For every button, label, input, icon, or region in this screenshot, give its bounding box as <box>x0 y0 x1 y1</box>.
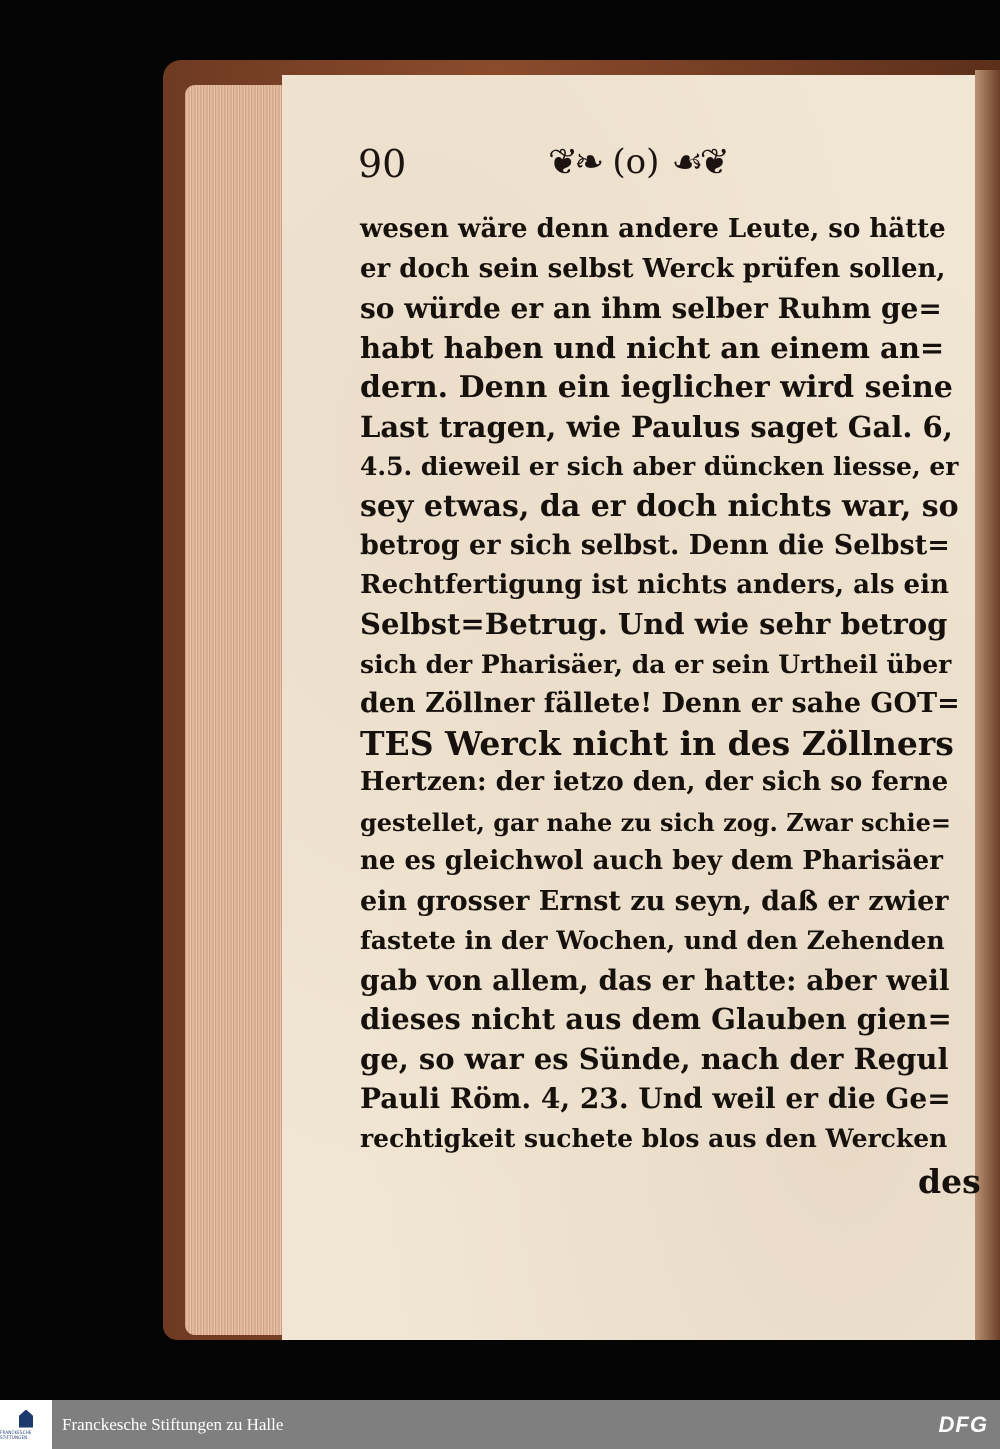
page-gutter <box>975 70 1000 1340</box>
text-line: er doch sein selbst Werck prüfen sollen, <box>360 253 946 284</box>
ornament-center: (o) <box>612 142 660 182</box>
text-line: ein grosser Ernst zu seyn, daß er zwier <box>360 885 949 917</box>
text-line: den Zöllner fällete! Denn er sahe GOT= <box>360 688 960 719</box>
page-edges <box>185 85 295 1335</box>
text-line: 4.5. dieweil er sich aber düncken liesse, er <box>360 452 959 481</box>
text-line: TES Werck nicht in des Zöllners <box>360 723 954 763</box>
text-line: dieses nicht aus dem Glauben gien= <box>360 1002 952 1036</box>
text-line: gestellet, gar nahe zu sich zog. Zwar schie= <box>360 807 952 837</box>
text-line: Last tragen, wie Paulus saget Gal. 6, <box>360 409 953 444</box>
text-line: Selbst=Betrug. Und wie sehr betrog <box>360 607 948 641</box>
institution-logo[interactable] <box>0 1400 52 1449</box>
text-line: Rechtfertigung ist nichts anders, als ein <box>360 569 949 600</box>
footer-bar <box>0 1400 1000 1449</box>
text-line: Hertzen: der ietzo den, der sich so ferne <box>360 767 949 797</box>
text-line: gab von allem, das er hatte: aber weil <box>360 963 950 997</box>
text-line: dern. Denn ein ieglicher wird seine <box>360 370 953 405</box>
header-ornament <box>548 140 726 184</box>
dfg-logo[interactable]: DFG <box>938 1411 988 1437</box>
text-line: ge, so war es Sünde, nach der Regul <box>360 1041 949 1076</box>
right-flourish-icon: ☙❦ <box>671 141 726 183</box>
text-line: betrog er sich selbst. Denn die Selbst= <box>360 530 950 561</box>
text-line: Pauli Röm. 4, 23. Und weil er die Ge= <box>360 1082 951 1115</box>
text-line: sey etwas, da er doch nichts war, so <box>360 488 959 524</box>
text-line: so würde er an ihm selber Ruhm ge= <box>360 292 942 325</box>
building-icon <box>19 1410 33 1428</box>
text-line: fastete in der Wochen, und den Zehenden <box>360 926 945 955</box>
text-line: wesen wäre denn andere Leute, so hätte <box>360 214 946 244</box>
body-text <box>360 210 960 1158</box>
institution-name[interactable]: Franckesche Stiftungen zu Halle <box>62 1414 284 1434</box>
text-line: rechtigkeit suchete blos aus den Wercken <box>360 1123 948 1153</box>
left-flourish-icon: ❦❧ <box>548 141 601 183</box>
logo-caption: FRANCKESCHE STIFTUNGEN <box>0 1429 32 1440</box>
page-number: 90 <box>358 142 407 186</box>
catchword: des <box>918 1162 981 1201</box>
text-line: habt haben und nicht an einem an= <box>360 330 945 365</box>
text-line: ne es gleichwol auch bey dem Pharisäer <box>360 846 943 876</box>
text-line: sich der Pharisäer, da er sein Urtheil über <box>360 649 952 679</box>
